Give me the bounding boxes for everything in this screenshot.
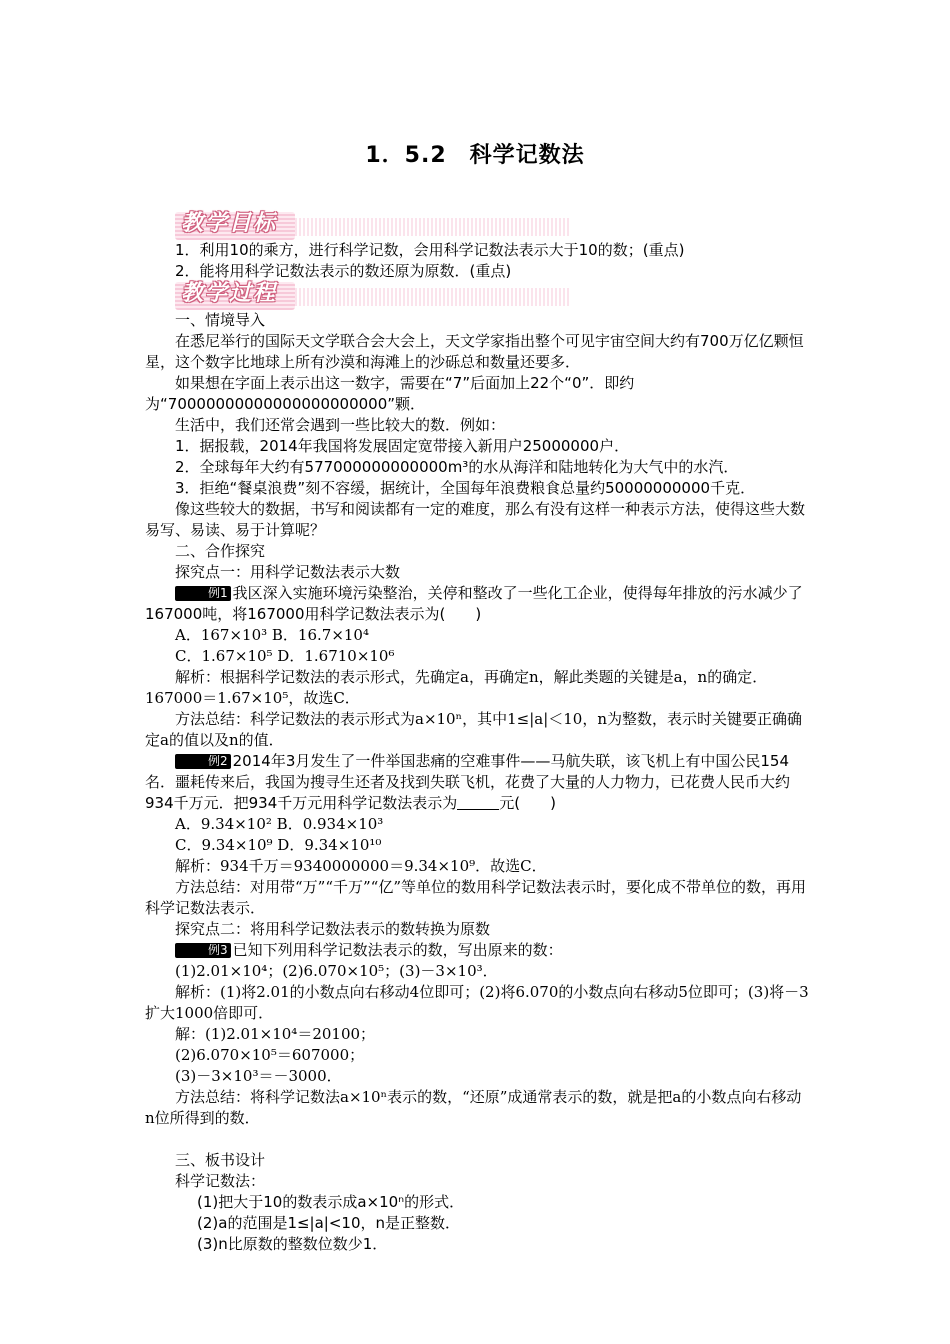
board-subheading: 科学记数法： (175, 1172, 266, 1190)
spacer (145, 1129, 810, 1150)
document-body (145, 212, 810, 1255)
paragraph: 在悉尼举行的国际天文学联合会大会上，天文学家指出整个可见宇宙空间大约有700万亿亿颗恒星，这个数字比地球上所有沙漠和海滩上的沙砾总和数量还要多． (145, 332, 804, 371)
analysis: 解析：(1)将2.01的小数点向右移动4位即可；(2)将6.070的小数点向右移动5位即可；(3)将－3扩大1000倍即可． (145, 983, 809, 1022)
solution-line: 解：(1)2.01×10⁴＝20100； (175, 1025, 376, 1043)
example-badge: 例1 (175, 586, 231, 601)
section-heading: 一、情境导入 (175, 311, 266, 329)
example-badge: 例3 (175, 943, 231, 958)
option-line: A．9.34×10² B．0.934×10³ (175, 815, 384, 833)
goal-item: 1．利用10的乘方，进行科学记数，会用科学记数法表示大于10的数；(重点) (175, 241, 685, 259)
example-question (145, 583, 810, 625)
board-line: (2)a的范围是1≤|a|<10，n是正整数． (197, 1214, 461, 1232)
method-summary: 方法总结：将科学记数法a×10ⁿ表示的数，“还原”成通常表示的数，就是把a的小数点向右移动n位所得到的数． (145, 1088, 802, 1127)
option-line: A．167×10³ B．16.7×10⁴ (175, 626, 369, 644)
list-item: 2．全球每年大约有577000000000000m³的水从海洋和陆地转化为大气中的水汽． (175, 458, 739, 476)
example-items: (1)2.01×10⁴；(2)6.070×10⁵；(3)－3×10³． (175, 962, 498, 980)
analysis: 解析：根据科学记数法的表示形式，先确定a，再确定n，解此类题的关键是a，n的确定．167000＝1.67×10⁵，故选C． (145, 668, 768, 707)
subsection-heading: 探究点一：用科学记数法表示大数 (175, 563, 401, 581)
section-heading: 二、合作探究 (175, 542, 266, 560)
section-heading: 三、板书设计 (175, 1151, 266, 1169)
paragraph: 像这些较大的数据，书写和阅读都有一定的难度，那么有没有这样一种表示方法，使得这些大数易写、易读、易于计算呢？ (145, 500, 806, 539)
board-line: (3)n比原数的整数位数少1． (197, 1235, 388, 1253)
teaching-goals-label: 教学目标 (181, 211, 278, 236)
example-question (145, 940, 810, 961)
teaching-process-banner (175, 282, 570, 310)
method-summary: 方法总结：对用带“万”“千万”“亿”等单位的数用科学记数法表示时，要化成不带单位的数，再用科学记数法表示． (145, 878, 807, 917)
answer-blank (457, 795, 499, 810)
example-text: 已知下列用科学记数法表示的数，写出原来的数： (232, 941, 563, 959)
option-line: C．1.67×10⁵ D．1.6710×10⁶ (175, 647, 395, 665)
paragraph: 生活中，我们还常会遇到一些比较大的数．例如： (175, 416, 506, 434)
list-item: 1．据报载，2014年我国将发展固定宽带接入新用户25000000户． (175, 437, 630, 455)
option-line: C．9.34×10⁹ D．9.34×10¹⁰ (175, 836, 382, 854)
analysis: 解析：934千万＝9340000000＝9.34×10⁹．故选C． (175, 857, 547, 875)
solution-line: (2)6.070×10⁵＝607000； (175, 1046, 365, 1064)
example-text-end: 元( ) (499, 794, 556, 812)
paragraph: 如果想在字面上表示出这一数字，需要在“7”后面加上22个“0”．即约为“70000000000000000000000”颗． (145, 374, 635, 413)
example-text: 2014年3月发生了一件举国悲痛的空难事件——马航失联，该飞机上有中国公民154名．噩耗传来后，我国为搜寻生还者及找到失联飞机，花费了大量的人力物力，已花费人民币大约934千万元．把934千万元用科学记数法表示为 (145, 752, 791, 812)
board-line: (1)把大于10的数表示成a×10ⁿ的形式． (197, 1193, 465, 1211)
teaching-goals-banner (175, 212, 570, 240)
example-badge: 例2 (175, 754, 231, 769)
goal-item: 2．能将用科学记数法表示的数还原为原数．(重点) (175, 262, 512, 280)
page-title: 1．5.2 科学记数法 (365, 143, 585, 168)
teaching-process-label: 教学过程 (181, 281, 278, 306)
solution-line: (3)－3×10³＝－3000． (175, 1067, 342, 1085)
example-question (145, 751, 810, 814)
list-item: 3．拒绝“餐桌浪费”刻不容缓，据统计，全国每年浪费粮食总量约50000000000千克． (175, 479, 756, 497)
example-text: 我区深入实施环境污染整治，关停和整改了一些化工企业，使得每年排放的污水减少了167000吨，将167000用科学记数法表示为( ) (145, 584, 803, 623)
method-summary: 方法总结：科学记数法的表示形式为a×10ⁿ，其中1≤|a|＜10，n为整数，表示时关键要正确确定a的值以及n的值． (145, 710, 803, 749)
subsection-heading: 探究点二：将用科学记数法表示的数转换为原数 (175, 920, 491, 938)
